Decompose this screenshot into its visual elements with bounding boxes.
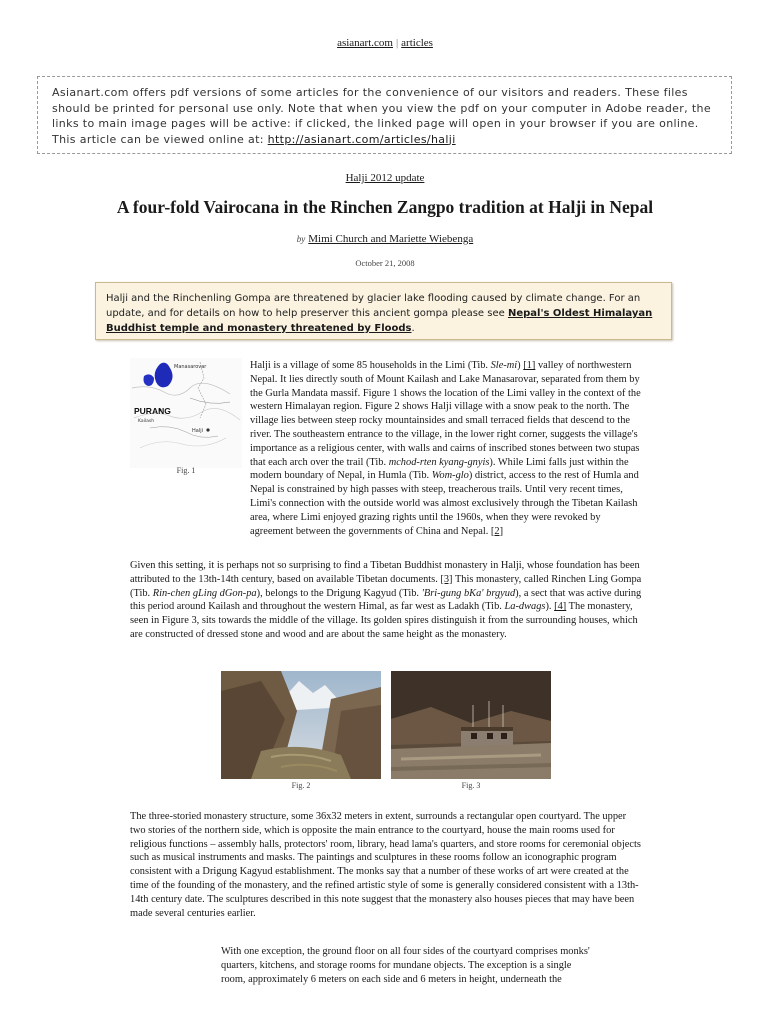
article-title: A four-fold Vairocana in the Rinchen Zangpo tradition at Halji in Nepal xyxy=(116,197,654,217)
figure-2-caption: Fig. 2 xyxy=(291,781,311,790)
paragraph-4: With one exception, the ground floor on all four sides of the courtyard comprises monks' quarters, kitchens, and storage rooms for mundane objects. The exception is a single room, approximately 6 meters on each side and 6 meters in height, underneath the xyxy=(221,946,590,985)
tibetan-term: Sle-mi xyxy=(490,360,518,371)
tibetan-term: 'Bri-gung bKa' brgyud xyxy=(421,587,516,599)
text-run: The monastery, seen in Figure 3, sits towards the middle of the village. Its golden spires distinguish it from the surrounding houses, which are constructed of dressed stone and wood and are about the same height as the monastery. xyxy=(130,601,638,640)
figure-3-photo[interactable] xyxy=(391,671,551,779)
publication-date: October 21, 2008 xyxy=(355,258,415,268)
paragraph-1-wrap xyxy=(250,359,643,538)
text-run: ), a sect that was active during this period around Kailash and throughout the western Himal, as far west as Ladakh (Tib. xyxy=(130,587,642,613)
authors-link[interactable]: Mimi Church and Mariette Wiebenga xyxy=(308,233,474,245)
articles-link[interactable]: articles xyxy=(401,37,433,49)
footnote-ref-2[interactable]: [2] xyxy=(490,525,504,537)
map-image xyxy=(130,358,242,468)
paragraph-3: The three-storied monastery structure, some 36x32 meters in extent, surrounds a rectangular open courtyard. The upper two stories of the northern side, which is opposite the main entrance to the courtyard, house the main rooms used for religious functions – assembly halls, protectors' room, library, head lama's quarters, and store rooms for ceremonial objects such as musical instruments and masks. The paintings and sculptures in these rooms follow an iconographic program consistent with a Drigung Kagyud establishment. The monks say that a number of these works of art were created at the time of the founding of the monastery, and the refined artistic style of some is generally considered consistent with a 13th-14th century date. The sculptures described in this note suggest that the monastery also houses pieces that may have been made several centuries earlier. xyxy=(130,811,641,919)
map-label-purang: PURANG xyxy=(134,406,171,416)
text-run: This monastery, called Rinchen Ling Gompa (Tib. xyxy=(130,573,642,599)
tibetan-term: Rin-chen gLing dGon-pa xyxy=(152,587,257,599)
map-label-lake: Manasarovar xyxy=(174,364,207,370)
footnote-ref-4[interactable]: [4] xyxy=(554,601,567,613)
byline-prefix: by xyxy=(296,234,306,244)
text-run: Given this setting, it is perhaps not so surprising to find a Tibetan Buddhist monastery in Halji, whose foundation has been attributed to the 13th-14th century, based on available Tibetan documents. xyxy=(130,560,640,585)
byline xyxy=(0,233,770,245)
footnote-ref-3[interactable]: [3] xyxy=(440,573,453,585)
pdf-notice-text: Asianart.com offers pdf versions of some articles for the convenience of our visitors and readers. These files should be printed for personal use only. Note that when you view the pdf on your computer in Adobe reader, the links to main image pages will be active: if clicked, the linked page will open in your browser if you are online. This article can be viewed online at: xyxy=(52,86,711,146)
nav-separator: | xyxy=(395,37,399,49)
update-link-row xyxy=(0,172,770,184)
text-run: ) xyxy=(517,360,524,371)
halji-update-link[interactable]: Halji 2012 update xyxy=(345,172,425,184)
tibetan-term: La-dwags xyxy=(504,601,546,613)
pdf-notice-box xyxy=(37,76,732,154)
text-run: ). xyxy=(545,601,555,613)
site-link[interactable]: asianart.com xyxy=(337,37,393,49)
tibetan-term: Wom-glo xyxy=(431,470,469,482)
footnote-ref-1[interactable]: [1] xyxy=(523,360,536,371)
text-run: ), belongs to the Drigung Kagyud (Tib. xyxy=(256,587,422,599)
halji-valley-image xyxy=(221,671,381,779)
figure-1-caption: Fig. 1 xyxy=(176,466,196,475)
text-run: ). While Limi falls just within the modern boundary of Nepal, in Humla (Tib. xyxy=(250,456,629,482)
flood-alert-text: Halji and the Rinchenling Gompa are threatened by glacier lake flooding caused by climate change. For an update, and for details on how to help preserver this ancient gompa please see xyxy=(106,293,641,319)
map-label-region: Kailash xyxy=(138,419,155,424)
figure-2-photo[interactable] xyxy=(221,671,381,779)
article-url-link[interactable]: http://asianart.com/articles/halji xyxy=(267,132,456,146)
monastery-image xyxy=(391,671,551,779)
flood-alert-link[interactable]: Nepal's Oldest Himalayan Buddhist temple and monastery threatened by Floods xyxy=(106,308,653,334)
top-navigation xyxy=(0,37,770,49)
map-label-town: Halji xyxy=(192,428,203,434)
tibetan-term: mchod-rten kyang-gnyis xyxy=(388,456,490,468)
figure-1-map[interactable] xyxy=(130,358,242,468)
flood-alert-end: . xyxy=(411,323,415,334)
paragraph-2 xyxy=(130,559,643,642)
figure-3-caption: Fig. 3 xyxy=(461,781,481,790)
text-run: ) district, access to the rest of Humla and Nepal is constrained by high passes with steep, treacherous trails. Until very recent times, Limi's connection with the outside world was almost exclusively through the Tibetan Kailash area, where Limi enjoyed grazing rights until the 1960s, when they were revoked by agreement between the governments of China and Nepal. xyxy=(250,470,639,537)
text-run: valley of northwestern Nepal. It lies directly south of Mount Kailash and Lake Manasarovar, separated from them by the Gurla Mandata massif. Figure 1 shows the location of the Limi valley in the context of the western Himalayan region. Figure 2 shows Halji village with a snow peak to the north. The village lies between steep rocky mountainsides and small terraced fields that descend to the river. The southeastern entrance to the village, in the lower right corner, suggests the village's importance as a religious center, with walls and cairns of inscribed stones between two stupas that each arch over the trail (Tib. xyxy=(250,360,641,468)
flood-alert-box xyxy=(95,282,672,340)
text-run: Halji is a village of some 85 households in the Limi (Tib. xyxy=(250,360,491,371)
